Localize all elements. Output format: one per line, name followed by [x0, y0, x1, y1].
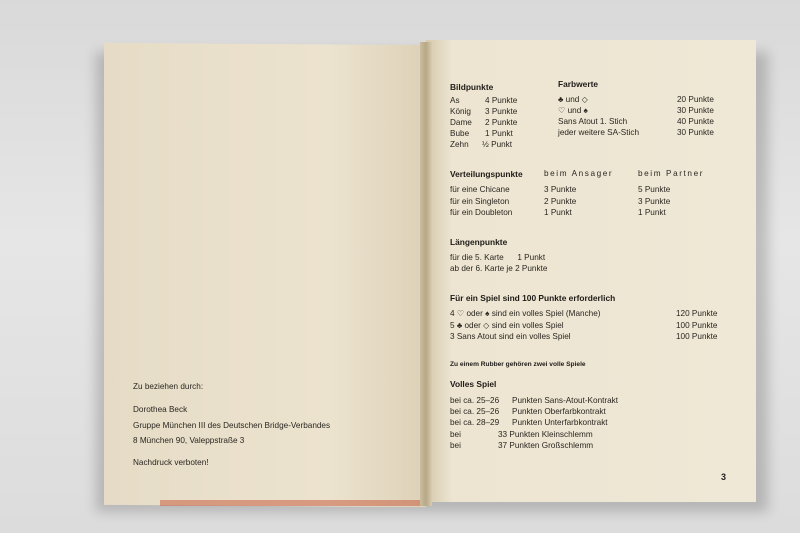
bild-points: 1 Punkt [485, 129, 513, 138]
supplier-name: Dorothea Beck [133, 405, 188, 414]
volles-text: 37 Punkten Großschlemm [498, 441, 594, 450]
supplier-group: Gruppe München III des Deutschen Bridge-Verbandes [133, 421, 331, 430]
bild-points: 4 Punkte [485, 96, 518, 105]
verteilung-title: Verteilungspunkte [450, 169, 523, 179]
volles-range: bei [450, 430, 461, 439]
laengen-line: für die 5. Karte 1 Punkt [450, 253, 546, 262]
rubber-note: Zu einem Rubber gehören zwei volle Spiele [450, 361, 586, 368]
volles-range: bei ca. 25–26 [450, 407, 500, 416]
bild-points: 3 Punkte [485, 107, 518, 116]
spiel-title: Für ein Spiel sind 100 Punkte erforderlich [450, 293, 616, 303]
bild-card: Zehn [450, 140, 469, 149]
col-ansager: beim Ansager [544, 169, 614, 178]
farb-points: 40 Punkte [677, 117, 714, 126]
farb-points: 30 Punkte [677, 106, 714, 115]
bild-card: As [450, 96, 460, 105]
page-number: 3 [721, 472, 727, 482]
spiel-points: 100 Punkte [676, 321, 718, 330]
farb-label: ♡ und ♠ [558, 106, 588, 115]
volles-range: bei ca. 28–29 [450, 418, 500, 427]
laengen-line: ab der 6. Karte je 2 Punkte [450, 264, 548, 273]
vert-label: für eine Chicane [450, 185, 510, 194]
supplier-heading: Zu beziehen durch: [133, 382, 204, 391]
volles-text: Punkten Oberfarbkontrakt [512, 407, 606, 416]
farbwerte-title: Farbwerte [558, 79, 599, 89]
cover-edge [160, 500, 420, 506]
supplier-address: 8 München 90, Valeppstraße 3 [133, 436, 245, 445]
farb-points: 30 Punkte [677, 128, 714, 137]
laengen-title: Längenpunkte [450, 237, 508, 247]
vert-ansager: 3 Punkte [544, 185, 577, 194]
volles-range: bei ca. 25–26 [450, 396, 500, 405]
spiel-points: 100 Punkte [676, 332, 718, 341]
bild-points: 2 Punkte [485, 118, 518, 127]
farb-label: ♣ und ◇ [558, 95, 588, 104]
bild-card: König [450, 107, 471, 116]
vert-label: für ein Doubleton [450, 208, 513, 217]
volles-title: Volles Spiel [450, 379, 497, 389]
farb-points: 20 Punkte [677, 95, 714, 104]
spiel-label: 5 ♣ oder ◇ sind ein volles Spiel [450, 321, 564, 330]
volles-text: Punkten Unterfarbkontrakt [512, 418, 608, 427]
vert-partner: 3 Punkte [638, 197, 671, 206]
bild-card: Dame [450, 118, 472, 127]
farb-label: Sans Atout 1. Stich [558, 117, 628, 126]
vert-partner: 5 Punkte [638, 185, 671, 194]
spiel-label: 4 ♡ oder ♠ sind ein volles Spiel (Manche) [450, 309, 601, 318]
volles-text: 33 Punkten Kleinschlemm [498, 430, 593, 439]
bild-card: Bube [450, 129, 470, 138]
vert-ansager: 2 Punkte [544, 197, 577, 206]
bild-points: ½ Punkt [482, 140, 513, 149]
vert-partner: 1 Punkt [638, 208, 666, 217]
spiel-points: 120 Punkte [676, 309, 718, 318]
vert-ansager: 1 Punkt [544, 208, 572, 217]
spiel-label: 3 Sans Atout sind ein volles Spiel [450, 332, 571, 341]
book-spine [420, 42, 432, 506]
copyright-note: Nachdruck verboten! [133, 458, 209, 467]
col-partner: beim Partner [638, 169, 705, 178]
volles-range: bei [450, 441, 461, 450]
vert-label: für ein Singleton [450, 197, 510, 206]
farb-label: jeder weitere SA-Stich [558, 128, 639, 137]
bildpunkte-title: Bildpunkte [450, 82, 494, 92]
volles-text: Punkten Sans-Atout-Kontrakt [512, 396, 619, 405]
